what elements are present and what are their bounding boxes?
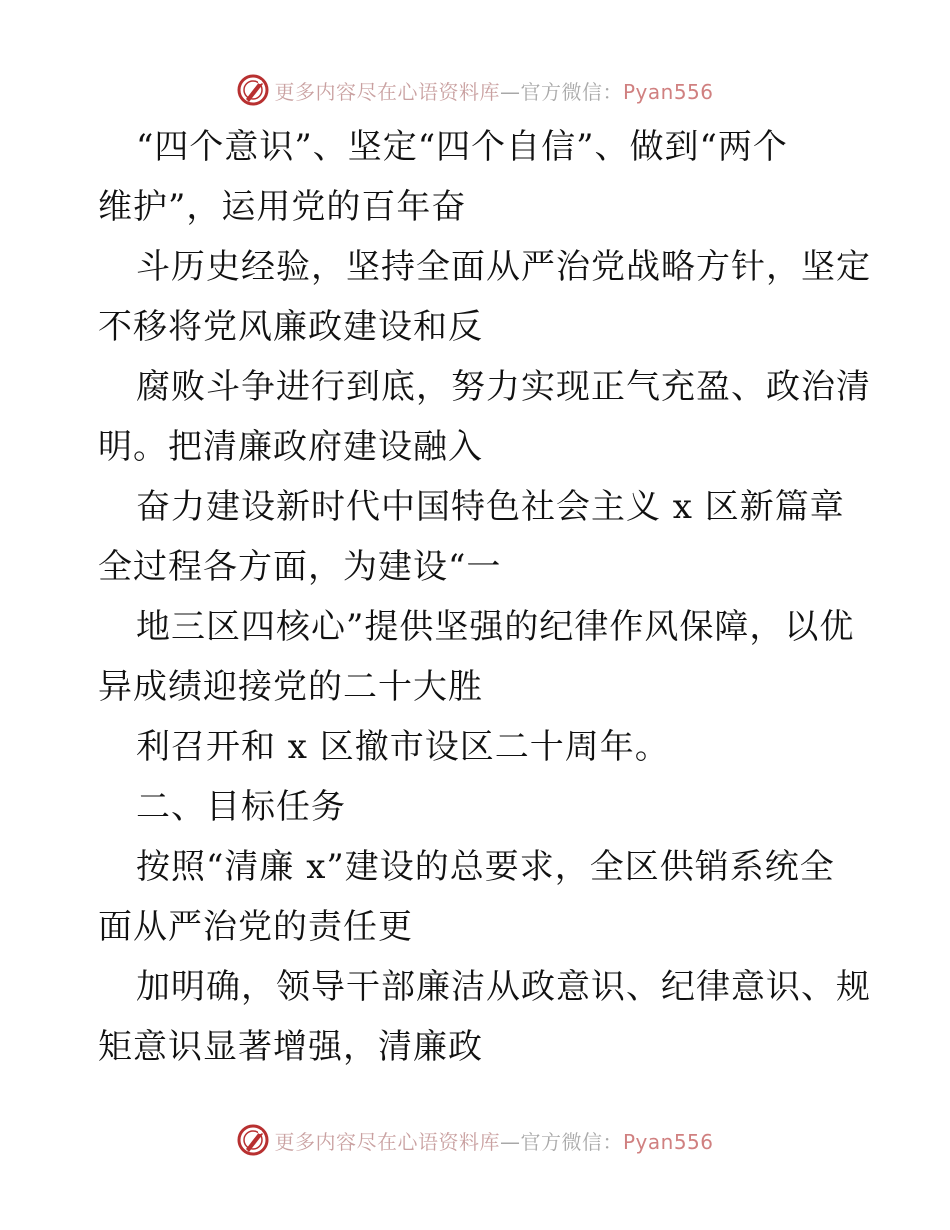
body-line: 斗历史经验，坚持全面从严治党战略方针，坚定	[136, 247, 871, 287]
header-watermark	[0, 70, 950, 110]
body-line: 加明确，领导干部廉洁从政意识、纪律意识、规	[136, 967, 871, 1007]
body-line: 维护”，运用党的百年奋	[98, 187, 467, 227]
body-line: 不移将党风廉政建设和反	[98, 307, 483, 347]
body-line: 异成绩迎接党的二十大胜	[98, 667, 483, 707]
body-line: “四个意识”、坚定“四个自信”、做到“两个	[136, 127, 788, 167]
body-line: 腐败斗争进行到底，努力实现正气充盈、政治清	[136, 367, 871, 407]
body-line: 按照“清廉 x”建设的总要求，全区供销系统全	[136, 847, 835, 887]
watermark-site-text: 更多内容尽在心语资料库	[274, 79, 500, 104]
body-line: 矩意识显著增强，清廉政	[98, 1027, 483, 1067]
section-heading: 二、目标任务	[136, 787, 346, 827]
watermark-separator: —	[499, 79, 521, 104]
watermark-wechat-id: Pyan556	[622, 1129, 714, 1154]
body-line: 全过程各方面，为建设“一	[98, 547, 502, 587]
watermark-separator: —	[499, 1129, 521, 1154]
body-line: 面从严治党的责任更	[98, 907, 413, 947]
body-line: 地三区四核心”提供坚强的纪律作风保障，以优	[136, 607, 855, 647]
watermark-label: 官方微信：	[520, 1129, 623, 1154]
pen-nib-circle-icon	[236, 1123, 270, 1157]
body-line: 奋力建设新时代中国特色社会主义 x 区新篇章	[136, 487, 845, 527]
watermark-wechat-id: Pyan556	[622, 79, 714, 104]
body-line: 利召开和 x 区撤市设区二十周年。	[136, 727, 670, 767]
watermark-label: 官方微信：	[520, 79, 623, 104]
document-body	[98, 117, 871, 1077]
watermark-site-text: 更多内容尽在心语资料库	[274, 1129, 500, 1154]
footer-watermark	[0, 1120, 950, 1160]
body-line: 明。把清廉政府建设融入	[98, 427, 483, 467]
pen-nib-circle-icon	[236, 73, 270, 107]
